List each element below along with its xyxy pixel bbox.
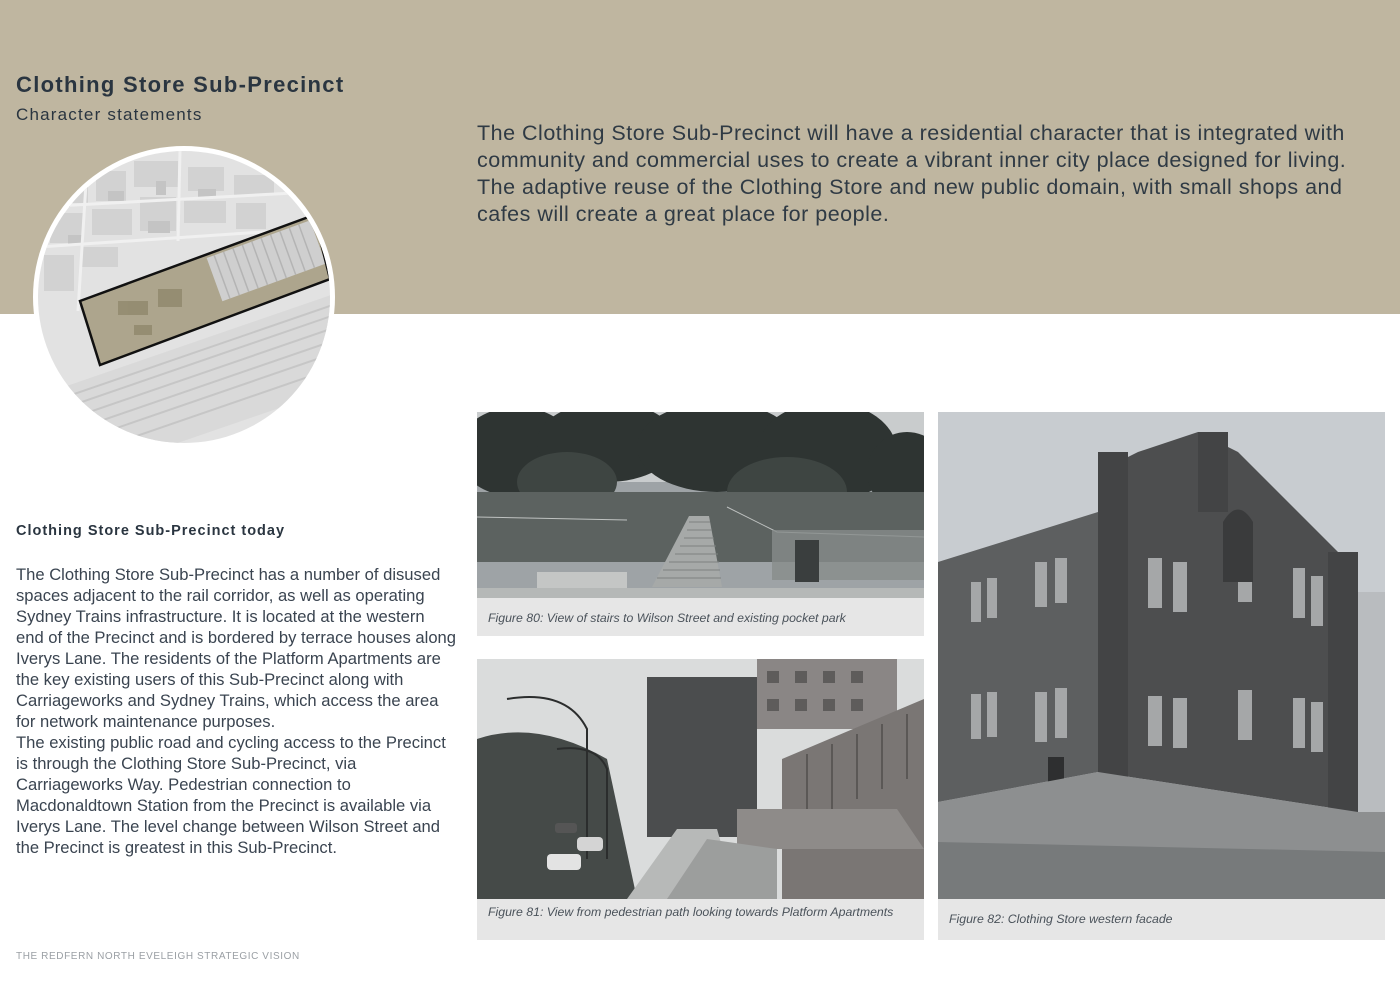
- section-heading: Clothing Store Sub-Precinct today: [16, 523, 286, 539]
- body-paragraph-1: The Clothing Store Sub-Precinct has a number of disused spaces adjacent to the rail corridor, as well as operating Sydney Trains infrastructure. It is located at the western end of the Precinct and is bordered by terrace houses along Iverys Lane. The residents of the Platform Apartments are the key existing users of this Sub-Precinct along with Carriageworks and Sydney Trains, which access the area for network maintenance purposes.: [16, 565, 457, 731]
- stairs-photo: [477, 412, 924, 598]
- figure-81-caption: Figure 81: View from pedestrian path looking towards Platform Apartments: [488, 905, 894, 919]
- site-map-image: [38, 151, 330, 443]
- body-paragraph-2: The existing public road and cycling access to the Precinct is through the Clothing Store Sub-Precinct, via Carriageworks Way. Pedestrian connection to Macdonaldtown Station from the Precinct is available via Iverys Lane. The level change between Wilson Street and the Precinct is greatest in this Sub-Precinct.: [16, 733, 446, 857]
- character-statement: The Clothing Store Sub-Precinct will have a residential character that is integrated with community and commercial uses to create a vibrant inner city place designed for living. The adaptive reuse of the Clothing Store and new public domain, with small shops and cafes will create a great place for people.: [477, 121, 1347, 226]
- figure-82-caption: Figure 82: Clothing Store western facade: [949, 912, 1173, 926]
- site-map: [33, 146, 335, 448]
- figure-80: [477, 412, 924, 636]
- page-subtitle: Character statements: [16, 105, 203, 124]
- figure-80-caption: Figure 80: View of stairs to Wilson Street and existing pocket park: [488, 611, 846, 625]
- facade-photo: [938, 412, 1385, 899]
- footer: THE REDFERN NORTH EVELEIGH STRATEGIC VISION: [16, 951, 300, 962]
- apartments-photo: [477, 659, 924, 899]
- page-title: Clothing Store Sub-Precinct: [16, 72, 345, 97]
- figure-82: [938, 412, 1385, 940]
- figure-81: [477, 659, 924, 940]
- section-body: [16, 564, 456, 858]
